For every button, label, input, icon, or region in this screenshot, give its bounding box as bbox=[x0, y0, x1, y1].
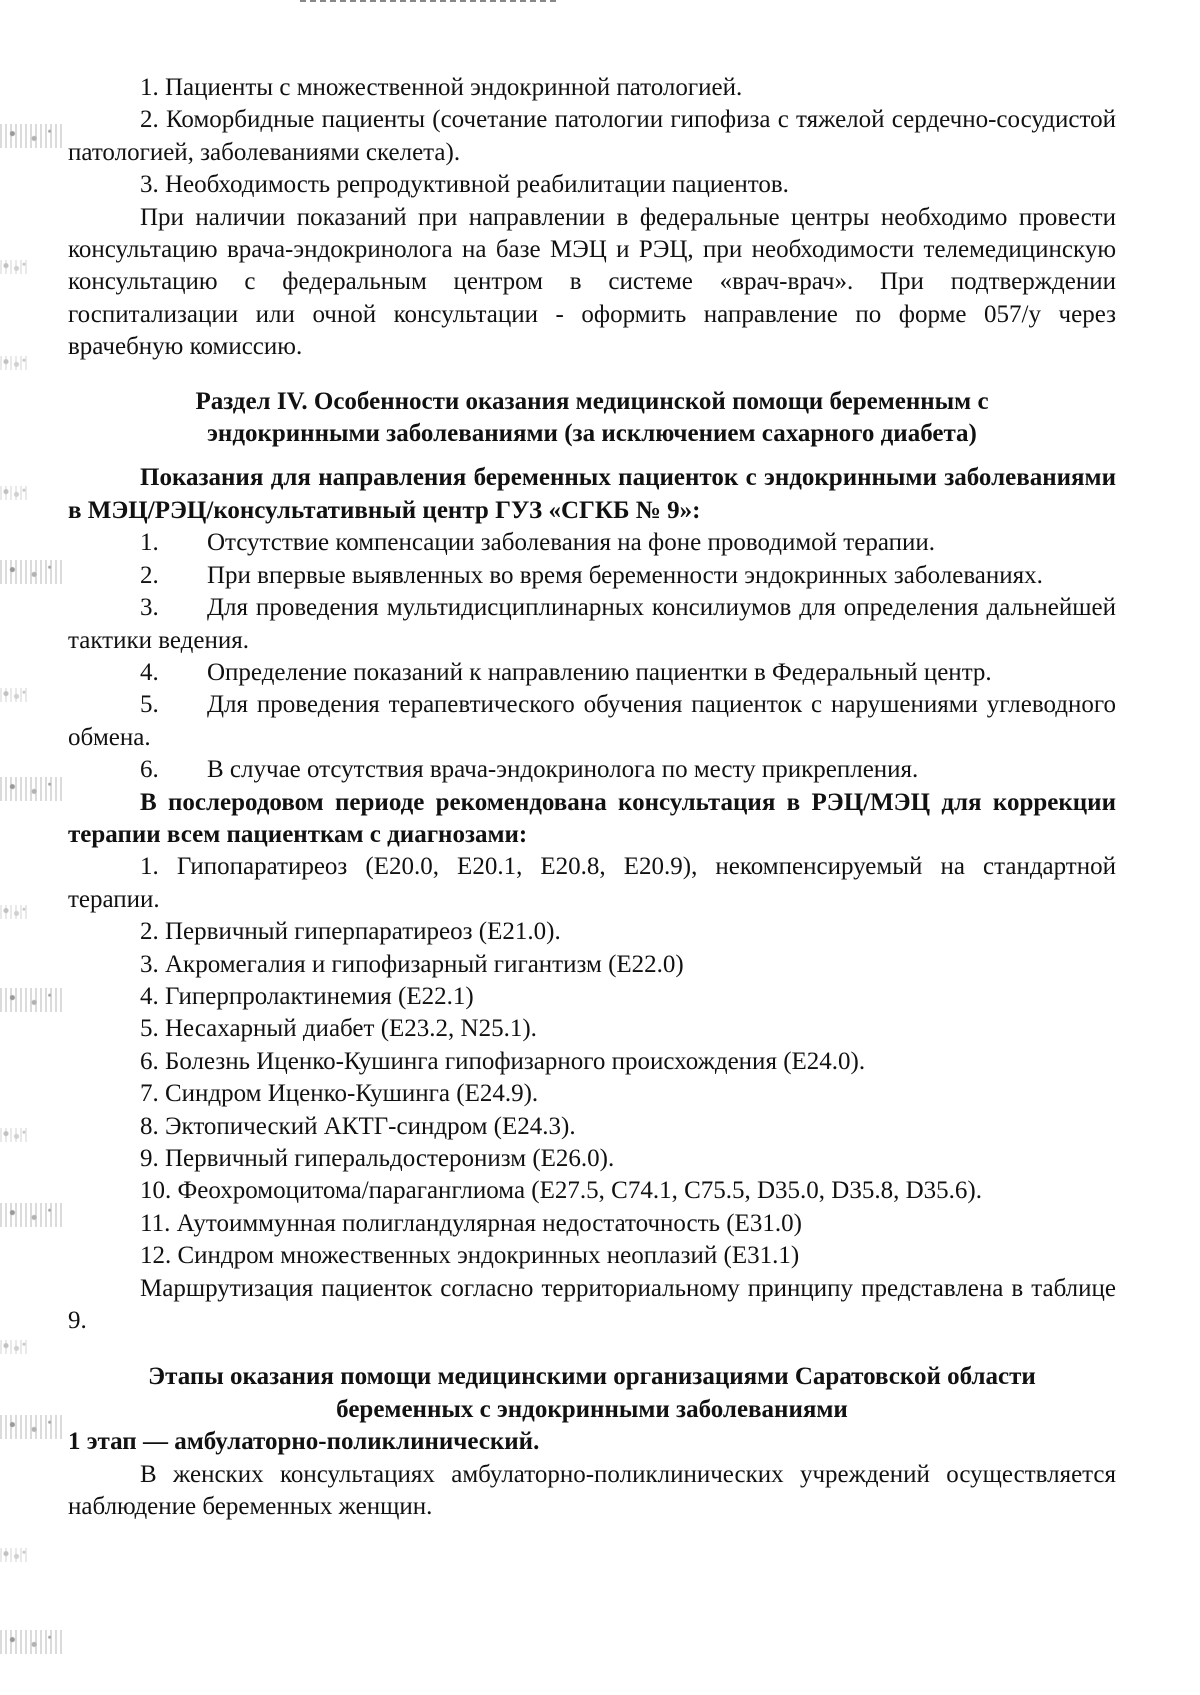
diagnosis-item: 1. Гипопаратиреоз (E20.0, E20.1, E20.8, E20.9), некомпенсируемый на стандартной терапии. bbox=[68, 853, 1116, 913]
scan-artifact bbox=[0, 260, 30, 274]
stages-title bbox=[68, 1361, 1116, 1426]
indication-item: 6. В случае отсутствия врача-эндокринолога по месту прикрепления. bbox=[140, 756, 919, 784]
scan-artifact bbox=[0, 486, 30, 500]
diagnosis-item: 3. Акромегалия и гипофизарный гигантизм (E22.0) bbox=[140, 950, 684, 978]
scan-edge-mark bbox=[300, 0, 560, 2]
scan-artifact bbox=[0, 1203, 62, 1227]
scan-artifact bbox=[0, 1630, 62, 1654]
diagnosis-item: 4. Гиперпролактинемия (E22.1) bbox=[140, 982, 474, 1010]
scan-artifact bbox=[0, 560, 62, 584]
diagnosis-item: 5. Несахарный диабет (E23.2, N25.1). bbox=[140, 1015, 537, 1043]
indication-item: 5. Для проведения терапевтического обучения пациенток с нарушениями углеводного обмена. bbox=[68, 691, 1116, 751]
scan-artifact bbox=[0, 1128, 30, 1142]
indication-item: 1. Отсутствие компенсации заболевания на фоне проводимой терапии. bbox=[140, 529, 935, 557]
indications-heading: Показания для направления беременных пациенток с эндокринными заболеваниями в МЭЦ/РЭЦ/консультативный центр ГУЗ «СГКБ № 9»: bbox=[68, 464, 1116, 524]
intro-list-item: 3. Необходимость репродуктивной реабилитации пациентов. bbox=[140, 171, 789, 199]
stage1-text: В женских консультациях амбулаторно-поликлинических учреждений осуществляется наблюдение беременных женщин. bbox=[68, 1460, 1116, 1521]
section-title-line: Раздел IV. Особенности оказания медицинской помощи беременным с bbox=[195, 387, 989, 415]
diagnosis-item: 10. Феохромоцитома/параганглиома (E27.5, C74.1, C75.5, D35.0, D35.8, D35.6). bbox=[140, 1177, 982, 1205]
diagnosis-item: 11. Аутоиммунная полигландулярная недостаточность (E31.0) bbox=[140, 1209, 802, 1237]
scan-artifact bbox=[0, 1340, 30, 1354]
scan-artifact bbox=[0, 1548, 30, 1562]
routing-note: Маршрутизация пациенток согласно территориальному принципу представлена в таблице 9. bbox=[68, 1274, 1116, 1335]
referral-paragraph: При наличии показаний при направлении в федеральные центры необходимо провести консультацию врача-эндокринолога на базе МЭЦ и РЭЦ, при необходимости телемедицинскую консультацию с федеральным центром в системе «врач-врач». При подтверждении госпитализации или очной консультации - оформить направление по форме 057/у через врачебную комиссию. bbox=[68, 203, 1116, 361]
scan-artifact bbox=[0, 688, 30, 702]
stage1-heading: 1 этап — амбулаторно-поликлинический. bbox=[68, 1428, 540, 1456]
intro-list-item: 1. Пациенты с множественной эндокринной патологией. bbox=[140, 74, 743, 101]
section-title bbox=[68, 386, 1116, 451]
stages-title-line: Этапы оказания помощи медицинскими организациями Саратовской области bbox=[148, 1363, 1036, 1391]
scan-artifact bbox=[0, 777, 62, 801]
diagnosis-item: 7. Синдром Иценко-Кушинга (E24.9). bbox=[140, 1080, 539, 1108]
scan-artifact bbox=[0, 124, 62, 148]
scan-artifact bbox=[0, 356, 30, 370]
section-title-line: эндокринными заболеваниями (за исключением сахарного диабета) bbox=[207, 420, 977, 448]
indication-item: 2. При впервые выявленных во время беременности эндокринных заболеваниях. bbox=[140, 561, 1043, 589]
stages-title-line: беременных с эндокринными заболеваниями bbox=[336, 1395, 848, 1423]
document-body bbox=[68, 72, 1116, 1523]
indication-item: 4. Определение показаний к направлению пациентки в Федеральный центр. bbox=[140, 658, 992, 686]
diagnosis-item: 8. Эктопический АКТГ-синдром (E24.3). bbox=[140, 1112, 576, 1140]
postpartum-heading: В послеродовом периоде рекомендована консультация в РЭЦ/МЭЦ для коррекции терапии всем пациенткам с диагнозами: bbox=[68, 788, 1116, 848]
diagnosis-item: 12. Синдром множественных эндокринных неоплазий (E31.1) bbox=[140, 1242, 800, 1270]
diagnosis-item: 2. Первичный гиперпаратиреоз (E21.0). bbox=[140, 918, 561, 946]
scan-artifact bbox=[0, 988, 62, 1012]
scan-artifact bbox=[0, 1415, 62, 1439]
indication-item: 3. Для проведения мультидисциплинарных консилиумов для определения дальнейшей тактики ведения. bbox=[68, 594, 1116, 654]
scan-artifact bbox=[0, 905, 30, 919]
diagnosis-item: 6. Болезнь Иценко-Кушинга гипофизарного происхождения (E24.0). bbox=[140, 1047, 866, 1075]
diagnosis-item: 9. Первичный гиперальдостеронизм (E26.0). bbox=[140, 1145, 615, 1172]
intro-list-item: 2. Коморбидные пациенты (сочетание патологии гипофиза с тяжелой сердечно-сосудистой патологией, заболеваниями скелета). bbox=[68, 106, 1116, 166]
